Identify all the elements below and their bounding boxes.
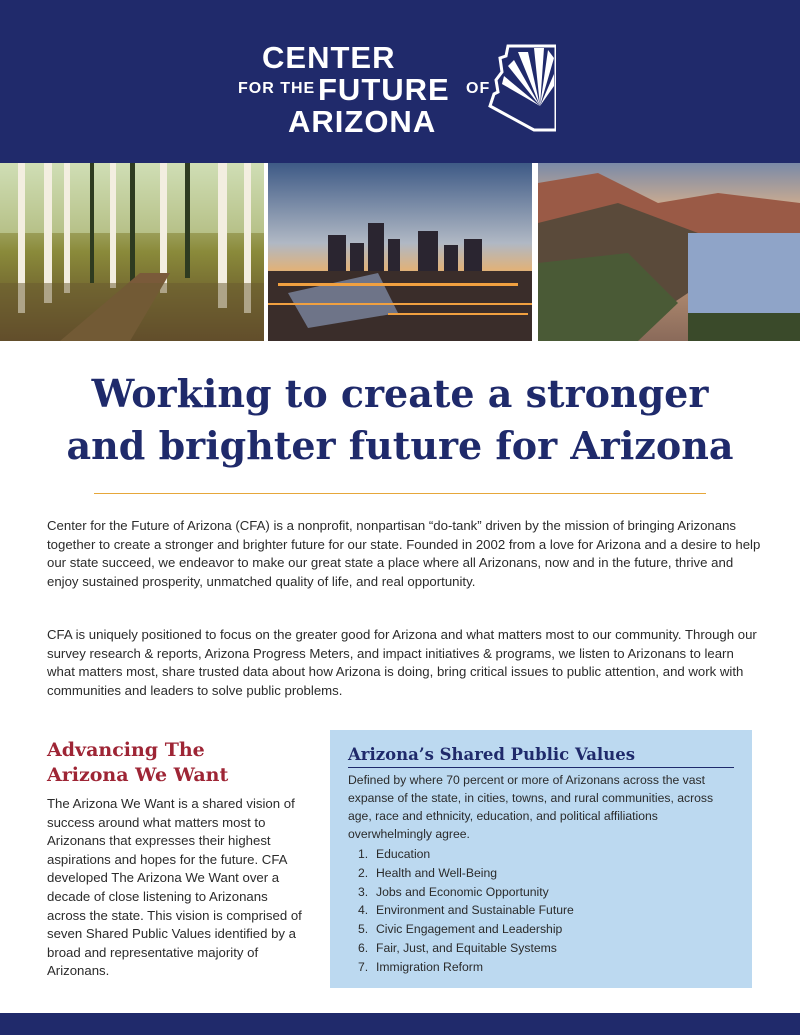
list-item-label: Fair, Just, and Equitable Systems	[376, 940, 557, 955]
city-skyline-photo	[268, 163, 532, 341]
list-item-number: 5.	[358, 922, 369, 937]
logo-line-of: OF	[466, 80, 491, 97]
advancing-heading-line-2: Arizona We Want	[47, 764, 229, 786]
list-item-number: 3.	[358, 884, 369, 899]
list-item-number: 2.	[358, 865, 369, 880]
desert-lake-photo	[538, 163, 800, 341]
list-item	[348, 958, 738, 977]
headline-divider	[94, 493, 706, 494]
shared-values-list	[348, 845, 738, 977]
list-item-number: 7.	[358, 959, 369, 974]
forest-trail-photo	[0, 163, 264, 341]
intro-paragraph-2: CFA is uniquely positioned to focus on the greater good for Arizona and what matters most to our community. Through our survey research & reports, Arizona Progress Meters, and impact initiatives & programs, we listen to Arizonans to learn what matters most, share trusted data about how Arizona is doing, bring critical issues to public attention, and work with communities and leaders to solve public problems.	[47, 627, 757, 698]
shared-values-title: Arizona’s Shared Public Values	[348, 745, 635, 764]
list-item	[348, 901, 738, 920]
shared-values-divider	[348, 767, 734, 768]
headline-line-1: Working to create a stronger	[91, 371, 709, 416]
list-item-label: Jobs and Economic Opportunity	[376, 884, 549, 899]
list-item	[348, 939, 738, 958]
list-item-number: 4.	[358, 903, 369, 918]
footer-bar	[0, 1013, 800, 1035]
logo-line-arizona: ARIZONA	[288, 104, 437, 139]
arizona-sunburst-icon	[488, 44, 556, 132]
logo-line-for-the: FOR THE	[238, 80, 316, 97]
list-item	[348, 920, 738, 939]
header-banner	[0, 0, 800, 163]
list-item	[348, 883, 738, 902]
advancing-heading	[47, 738, 307, 788]
advancing-heading-line-1: Advancing The	[47, 739, 205, 761]
list-item-label: Health and Well-Being	[376, 865, 498, 880]
advancing-body: The Arizona We Want is a shared vision of success around what matters most to Arizonans that expresses their highest aspirations and hopes for the future. CFA developed The Arizona We Want over a decade of close listening to Arizonans across the state. This vision is comprised of seven Shared Public Values identified by a broad and representative majority of Arizonans.	[47, 796, 302, 979]
list-item-label: Immigration Reform	[376, 959, 484, 974]
page-headline	[0, 368, 800, 472]
photo-strip	[0, 163, 800, 341]
list-item	[348, 864, 738, 883]
list-item-number: 6.	[358, 940, 369, 955]
list-item-label: Environment and Sustainable Future	[376, 903, 574, 918]
shared-values-box	[330, 730, 752, 988]
intro-paragraph-1: Center for the Future of Arizona (CFA) is a nonprofit, nonpartisan “do-tank” driven by the mission of bringing Arizonans together to create a stronger and brighter future for our state. Founded in 2002 from a love for Arizona and a desire to help our state succeed, we endeavor to make our great state a place where all Arizonans, now and in the future, thrive and enjoy sustained prosperity, unmatched quality of life, and real opportunity.	[47, 518, 761, 589]
shared-values-intro: Defined by where 70 percent or more of Arizonans across the vast expanse of the state, in cities, towns, and rural communities, across age, race and ethnicity, education, and political affiliations overwhelmingly agree.	[348, 773, 714, 841]
logo-line-future: FUTURE	[318, 72, 450, 107]
logo-line-center: CENTER	[262, 40, 396, 75]
list-item	[348, 845, 738, 864]
list-item-number: 1.	[358, 847, 369, 861]
headline-line-2: and brighter future for Arizona	[66, 423, 734, 468]
list-item-label: Civic Engagement and Leadership	[376, 922, 563, 937]
list-item-label: Education	[376, 847, 431, 861]
